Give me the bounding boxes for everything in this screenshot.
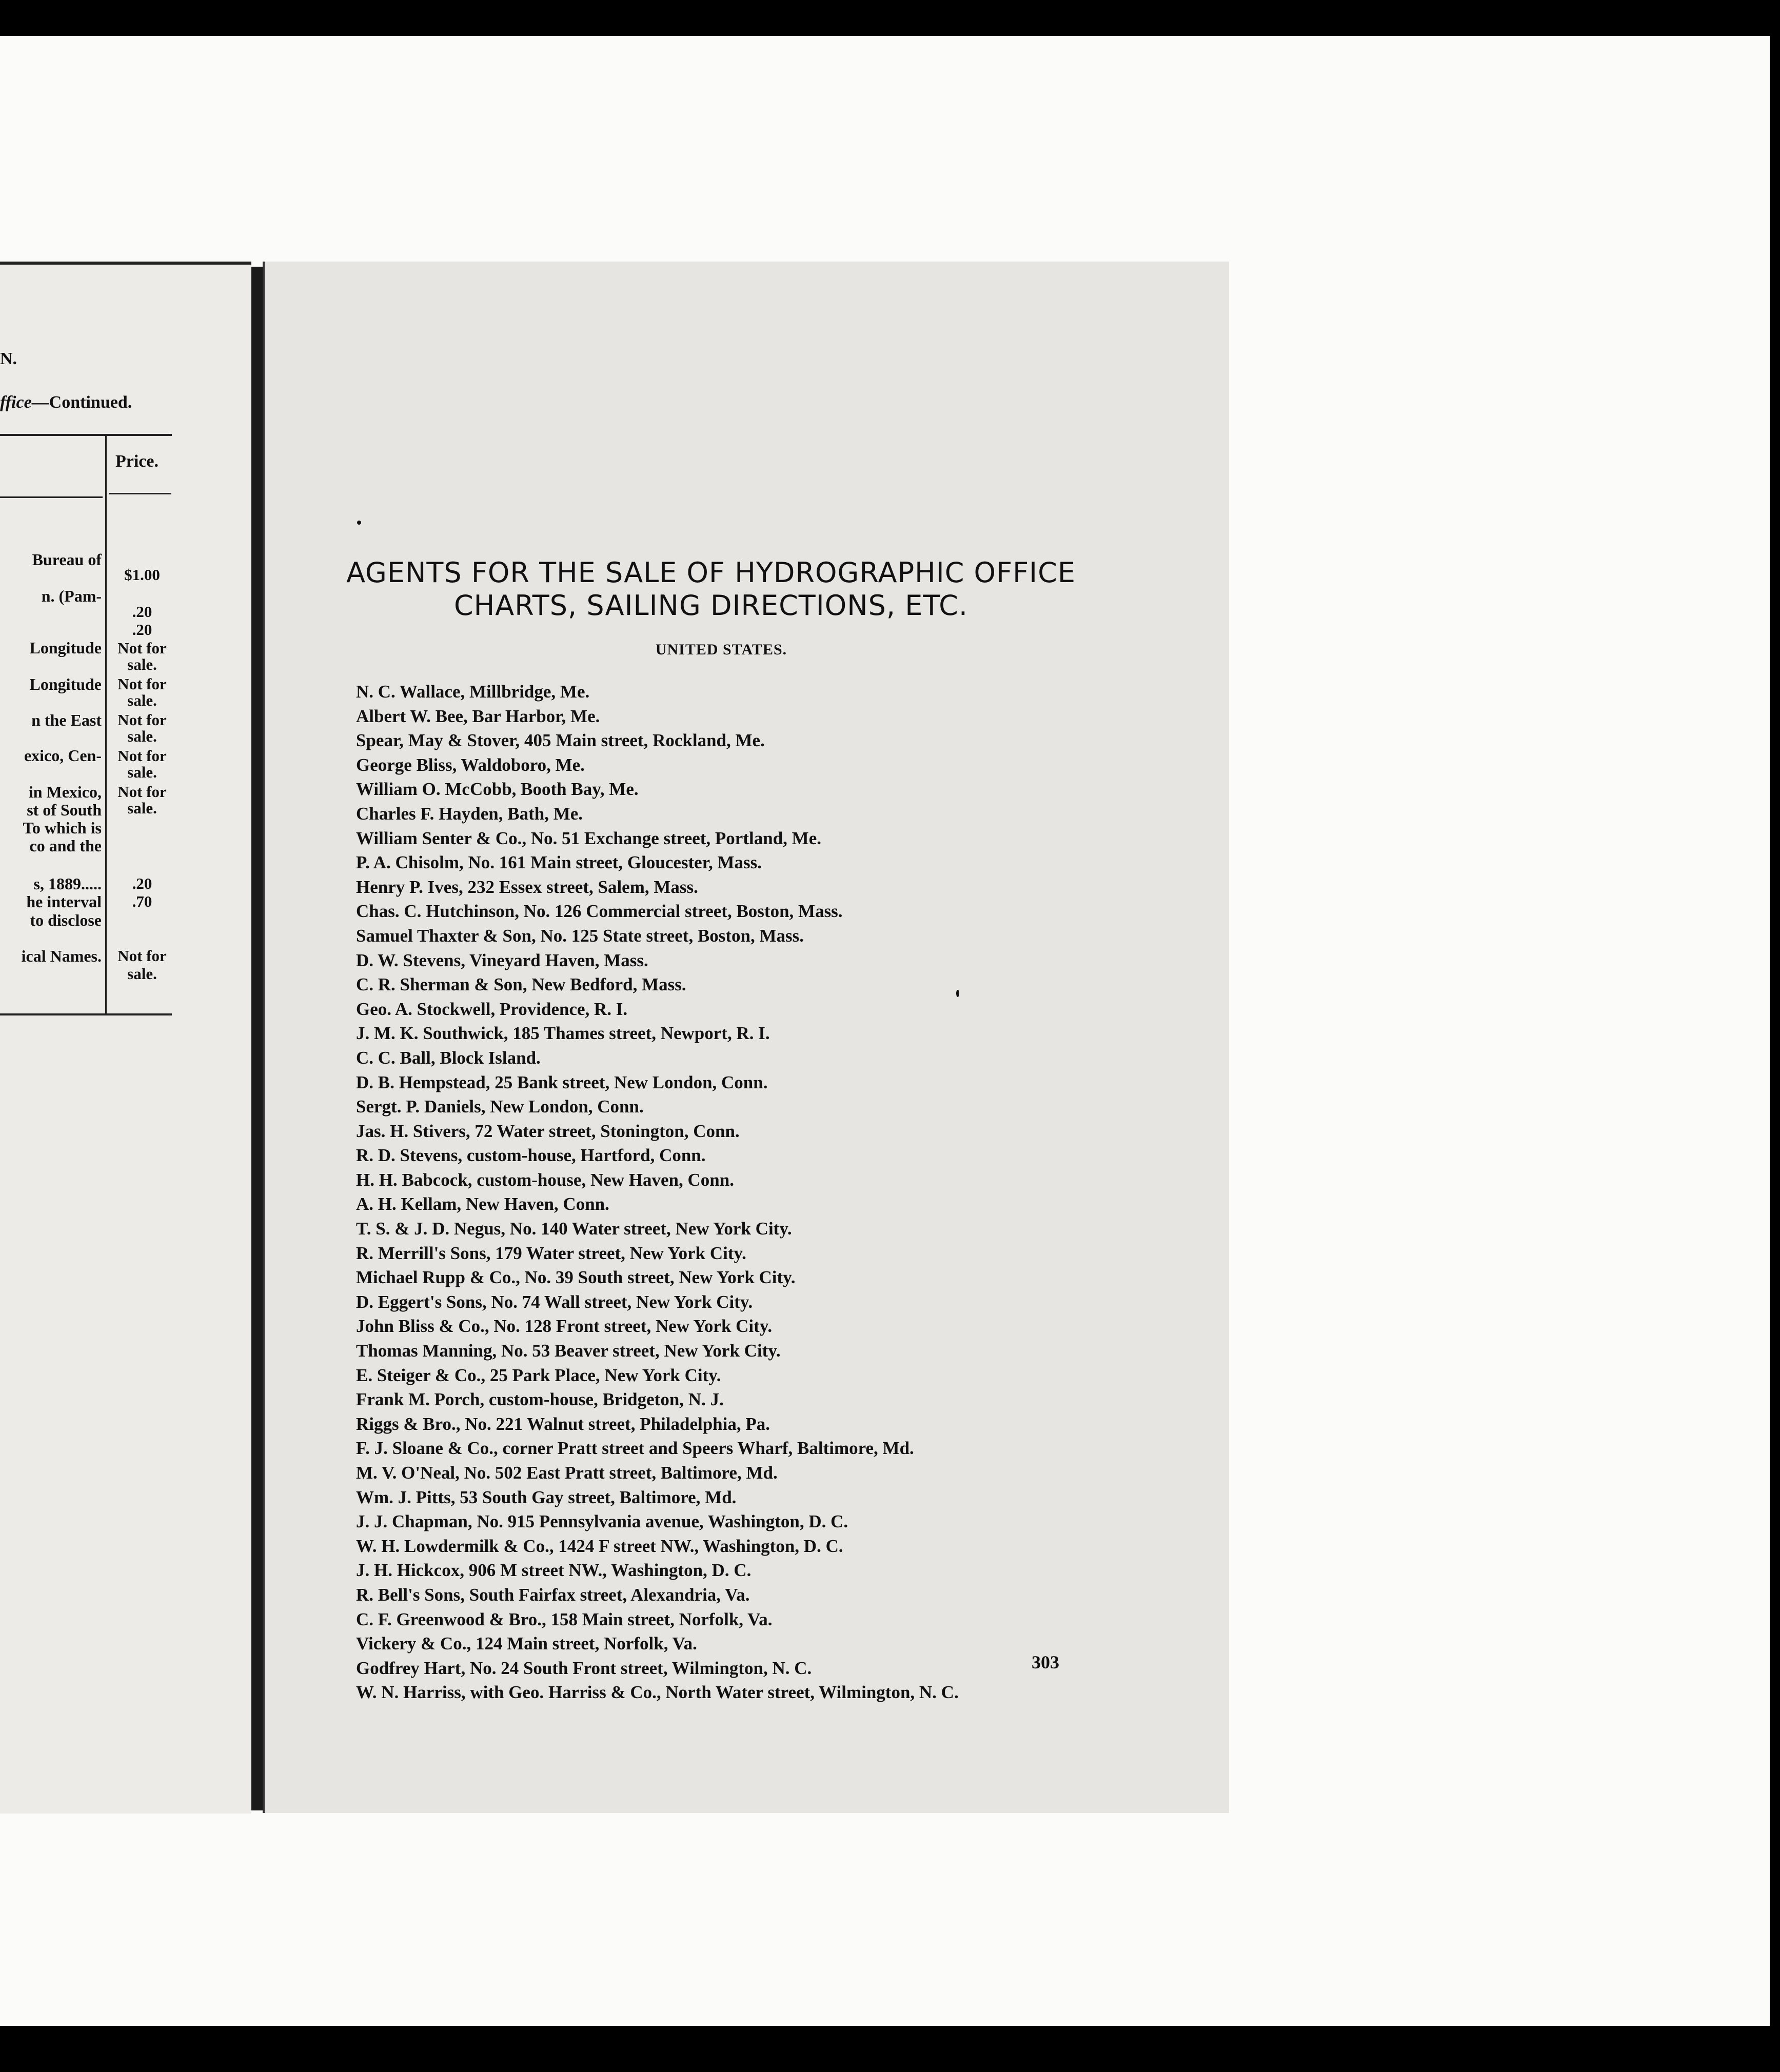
agent-entry: M. V. O'Neal, No. 502 East Pratt street, Baltimore, Md.	[356, 1463, 778, 1483]
previous-page-continued-caption	[0, 393, 132, 412]
price-value: sale.	[127, 655, 157, 673]
agent-entry: Chas. C. Hutchinson, No. 126 Commercial street, Boston, Mass.	[356, 901, 843, 922]
continued-italic-text: ffice	[0, 393, 32, 412]
agent-entry: W. H. Lowdermilk & Co., 1424 F street NW., Washington, D. C.	[356, 1536, 843, 1556]
price-value: sale.	[127, 799, 157, 817]
agent-entry: R. Bell's Sons, South Fairfax street, Alexandria, Va.	[356, 1584, 750, 1605]
previous-page-line: st of South	[27, 801, 102, 819]
previous-page-fragment	[0, 262, 251, 1814]
previous-page-line: ical Names.	[21, 947, 102, 965]
price-value: .70	[132, 892, 152, 910]
agent-entry: C. F. Greenwood & Bro., 158 Main street, Norfolk, Va.	[356, 1609, 773, 1629]
price-value: Not for	[117, 675, 167, 693]
price-value: $1.00	[124, 566, 160, 584]
previous-page-line: co and the	[29, 836, 102, 855]
price-value: Not for	[117, 747, 167, 765]
price-value: .20	[132, 874, 152, 892]
page-title: AGENTS FOR THE SALE OF HYDROGRAPHIC OFFICE CHARTS, SAILING DIRECTIONS, ETC.	[346, 556, 1076, 622]
price-value: sale.	[127, 691, 157, 709]
previous-page-line: to disclose	[30, 911, 102, 929]
previous-page-line: s, 1889.....	[33, 874, 102, 893]
agent-entry: Frank M. Porch, custom-house, Bridgeton, N. J.	[356, 1389, 724, 1410]
price-value: Not for	[117, 783, 167, 801]
previous-page-line: Longitude	[29, 639, 102, 657]
page-gutter	[251, 267, 263, 1810]
price-value: .20	[132, 621, 152, 639]
price-column-header: Price.	[115, 452, 159, 471]
previous-page-heading: N.	[0, 349, 17, 368]
previous-page-line: in Mexico,	[28, 783, 102, 801]
agent-entry: Geo. A. Stockwell, Providence, R. I.	[356, 999, 628, 1019]
agent-entry: John Bliss & Co., No. 128 Front street, New York City.	[356, 1316, 773, 1337]
previous-page-line: Bureau of	[32, 550, 102, 569]
price-value: sale.	[127, 763, 157, 781]
agent-entry: Samuel Thaxter & Son, No. 125 State street, Boston, Mass.	[356, 925, 804, 946]
continued-text: —Continued.	[31, 393, 132, 412]
document-page	[263, 262, 1229, 1813]
table-bottom-rule	[0, 1013, 172, 1015]
agent-entry: Jas. H. Stivers, 72 Water street, Stonington, Conn.	[356, 1121, 740, 1141]
agent-entry: Sergt. P. Daniels, New London, Conn.	[356, 1097, 644, 1117]
previous-page-line: exico, Cen-	[24, 746, 102, 765]
agent-entry: Vickery & Co., 124 Main street, Norfolk, Va.	[356, 1633, 697, 1654]
section-heading: UNITED STATES.	[655, 641, 787, 658]
agent-entry: J. J. Chapman, No. 915 Pennsylvania avenue, Washington, D. C.	[356, 1511, 848, 1532]
agent-entry: A. H. Kellam, New Haven, Conn.	[356, 1194, 609, 1214]
agent-entry: Wm. J. Pitts, 53 South Gay street, Baltimore, Md.	[356, 1487, 737, 1507]
previous-page-line: Longitude	[29, 675, 102, 693]
agent-entry: P. A. Chisolm, No. 161 Main street, Gloucester, Mass.	[356, 852, 762, 873]
previous-page-line: he interval	[26, 892, 102, 911]
agent-entry: William O. McCobb, Booth Bay, Me.	[356, 779, 639, 800]
price-value: sale.	[127, 727, 157, 745]
page-number: 303	[1032, 1652, 1059, 1672]
agent-entry: D. W. Stevens, Vineyard Haven, Mass.	[356, 950, 648, 970]
agent-entry: William Senter & Co., No. 51 Exchange street, Portland, Me.	[356, 828, 821, 848]
ink-speck	[357, 521, 361, 525]
agent-entry: T. S. & J. D. Negus, No. 140 Water street, New York City.	[356, 1219, 792, 1239]
agent-entry: Spear, May & Stover, 405 Main street, Rockland, Me.	[356, 730, 765, 751]
previous-page-line: n. (Pam-	[41, 587, 102, 605]
previous-page-line: n the East	[31, 711, 102, 729]
agent-entry: Henry P. Ives, 232 Essex street, Salem, Mass.	[356, 876, 698, 897]
agent-entry: E. Steiger & Co., 25 Park Place, New York City.	[356, 1365, 721, 1385]
price-value: Not for	[117, 711, 167, 729]
price-value: .20	[132, 603, 152, 621]
agent-entry: H. H. Babcock, custom-house, New Haven, Conn.	[356, 1169, 734, 1190]
table-top-rule	[0, 434, 172, 436]
price-value: sale.	[127, 965, 157, 983]
agent-entry: Michael Rupp & Co., No. 39 South street, New York City.	[356, 1267, 796, 1288]
agent-entry: D. B. Hempstead, 25 Bank street, New London, Conn.	[356, 1072, 768, 1092]
agent-entry: D. Eggert's Sons, No. 74 Wall street, New York City.	[356, 1291, 753, 1312]
agent-entry: R. D. Stevens, custom-house, Hartford, Conn.	[356, 1145, 706, 1166]
previous-page-line: To which is	[23, 819, 102, 837]
agent-entry: Thomas Manning, No. 53 Beaver street, New York City.	[356, 1341, 781, 1361]
agent-entry: C. R. Sherman & Son, New Bedford, Mass.	[356, 974, 686, 995]
agent-entry: R. Merrill's Sons, 179 Water street, New York City.	[356, 1243, 746, 1263]
agent-entry: Charles F. Hayden, Bath, Me.	[356, 803, 583, 824]
agent-entry: Godfrey Hart, No. 24 South Front street, Wilmington, N. C.	[356, 1658, 812, 1678]
agent-entry: George Bliss, Waldoboro, Me.	[356, 754, 585, 775]
price-header-rule	[109, 493, 171, 494]
price-value: Not for	[117, 639, 167, 657]
agent-entry: N. C. Wallace, Millbridge, Me.	[356, 682, 590, 702]
agent-entry: J. H. Hickcox, 906 M street NW., Washington, D. C.	[356, 1560, 751, 1581]
agent-list	[356, 680, 1228, 1705]
agent-entry: Albert W. Bee, Bar Harbor, Me.	[356, 706, 600, 726]
description-header-rule	[0, 496, 103, 498]
price-value: Not for	[117, 947, 167, 965]
agent-entry: J. M. K. Southwick, 185 Thames street, Newport, R. I.	[356, 1023, 770, 1044]
agent-entry: C. C. Ball, Block Island.	[356, 1047, 541, 1068]
agent-entry: F. J. Sloane & Co., corner Pratt street and Speers Wharf, Baltimore, Md.	[356, 1438, 914, 1459]
agent-entry: Riggs & Bro., No. 221 Walnut street, Philadelphia, Pa.	[356, 1413, 770, 1434]
price-column-rule	[105, 434, 107, 1014]
agent-entry: W. N. Harriss, with Geo. Harriss & Co., North Water street, Wilmington, N. C.	[356, 1682, 959, 1703]
